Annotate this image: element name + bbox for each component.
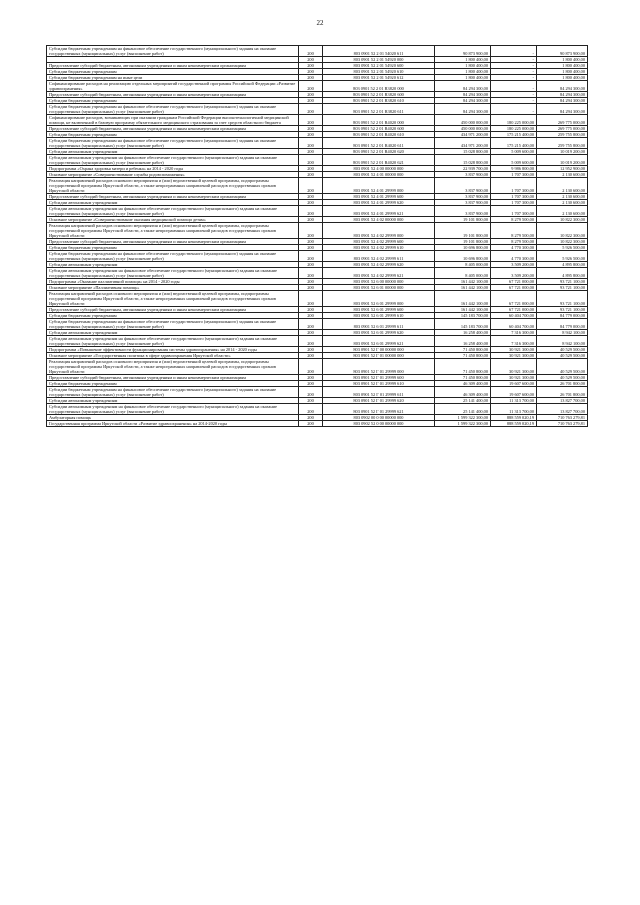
- unexecuted-amount-cell: 10 822 300,00: [537, 239, 588, 245]
- approved-amount-cell: 3 837 900,00: [435, 178, 491, 194]
- line-code-cell: 200: [299, 63, 323, 69]
- executed-amount-cell: 30 921 300,00: [491, 347, 537, 353]
- executed-amount-cell: 67 721 000,00: [491, 291, 537, 307]
- line-code-cell: 200: [299, 98, 323, 104]
- line-code-cell: 200: [299, 291, 323, 307]
- unexecuted-amount-cell: 710 763 279,81: [537, 421, 588, 427]
- line-code-cell: 200: [299, 57, 323, 63]
- approved-amount-cell: 84 294 300,00: [435, 81, 491, 92]
- budget-classification-code-cell: 803 0901 52 6 01 29999 621: [323, 336, 435, 347]
- budget-classification-code-cell: 803 0901 52 2 01 R3820 600: [323, 92, 435, 98]
- executed-amount-cell: 11 313 700,00: [491, 398, 537, 404]
- approved-amount-cell: 1 800 400,00: [435, 75, 491, 81]
- approved-amount-cell: 450 000 000,00: [435, 126, 491, 132]
- line-code-cell: 200: [299, 251, 323, 262]
- line-name-cell: Предоставление субсидий бюджетным, автономным учреждениям и иным некоммерческим организациям: [47, 92, 299, 98]
- line-name-cell: Реализация направлений расходов основного мероприятия и (или) ведомственной целевой программы, подпрограммы государственной программы Иркутской области, а также непрограммных направлений расходов государственных органов Иркутской области: [47, 178, 299, 194]
- budget-classification-code-cell: 803 0901 52 6 01 29999 000: [323, 291, 435, 307]
- line-code-cell: 200: [299, 421, 323, 427]
- unexecuted-amount-cell: 13 827 700,00: [537, 404, 588, 415]
- budget-classification-code-cell: 803 0901 52 2 01 R3820 611: [323, 104, 435, 115]
- executed-amount-cell: 30 921 300,00: [491, 375, 537, 381]
- line-code-cell: 200: [299, 194, 323, 200]
- table-body: [47, 46, 588, 427]
- unexecuted-amount-cell: 10 822 300,00: [537, 217, 588, 223]
- line-code-cell: 200: [299, 319, 323, 330]
- approved-amount-cell: 84 294 300,00: [435, 92, 491, 98]
- approved-amount-cell: 1 599 322 300,00: [435, 421, 491, 427]
- line-name-cell: Субсидии автономным учреждениям: [47, 200, 299, 206]
- approved-amount-cell: 1 800 400,00: [435, 57, 491, 63]
- budget-classification-code-cell: 803 0901 52 2 01 R4020 620: [323, 149, 435, 155]
- approved-amount-cell: 145 183 700,00: [435, 313, 491, 319]
- line-name-cell: Подпрограмма «Оказание паллиативной помощи» на 2014 - 2020 годы: [47, 279, 299, 285]
- line-code-cell: 200: [299, 149, 323, 155]
- line-code-cell: 200: [299, 200, 323, 206]
- executed-amount-cell: 175 215 400,00: [491, 132, 537, 138]
- table-row: [47, 155, 588, 166]
- unexecuted-amount-cell: 269 775 000,00: [537, 115, 588, 126]
- executed-amount-cell: -: [491, 69, 537, 75]
- executed-amount-cell: 5 009 600,00: [491, 155, 537, 166]
- approved-amount-cell: 71 450 800,00: [435, 347, 491, 353]
- budget-classification-code-cell: 803 0901 52 4 02 29999 600: [323, 239, 435, 245]
- approved-amount-cell: 19 101 800,00: [435, 239, 491, 245]
- executed-amount-cell: 3 509 200,00: [491, 262, 537, 268]
- line-code-cell: 200: [299, 115, 323, 126]
- unexecuted-amount-cell: 2 130 600,00: [537, 194, 588, 200]
- line-name-cell: Основное мероприятие «Совершенствование службы родовспоможения»: [47, 172, 299, 178]
- unexecuted-amount-cell: 1 800 400,00: [537, 63, 588, 69]
- executed-amount-cell: -: [491, 63, 537, 69]
- line-name-cell: Субсидии бюджетным учреждениям на финансовое обеспечение государственного (муниципального) задания на оказание государственных (муниципальных) услуг (выполнение работ): [47, 319, 299, 330]
- approved-amount-cell: 25 141 400,00: [435, 404, 491, 415]
- executed-amount-cell: 67 721 000,00: [491, 279, 537, 285]
- executed-amount-cell: 8 279 500,00: [491, 223, 537, 239]
- line-name-cell: Подпрограмма «Повышение эффективности функционирования системы здравоохранения» на 2014 - 2020 годы: [47, 347, 299, 353]
- table-row: [47, 359, 588, 375]
- line-name-cell: Софинансирование расходов, возникающих при оказании гражданам Российской Федерации высокотехнологичной медицинской помощи, не включенной в базовую программу обязательного медицинского страхования за счет средств областного бюджета: [47, 115, 299, 126]
- approved-amount-cell: 84 294 300,00: [435, 104, 491, 115]
- budget-classification-code-cell: 803 0901 52 Г 01 29999 620: [323, 398, 435, 404]
- budget-classification-code-cell: 803 0901 52 6 01 00000 000: [323, 285, 435, 291]
- budget-classification-code-cell: 803 0901 52 Г 01 29999 000: [323, 359, 435, 375]
- budget-classification-code-cell: 803 0901 52 4 01 29999 620: [323, 200, 435, 206]
- approved-amount-cell: 145 183 700,00: [435, 319, 491, 330]
- table-row: [47, 115, 588, 126]
- line-code-cell: 200: [299, 381, 323, 387]
- line-code-cell: 200: [299, 166, 323, 172]
- line-name-cell: Предоставление субсидий бюджетным, автономным учреждениям и иным некоммерческим организациям: [47, 375, 299, 381]
- line-name-cell: Субсидии бюджетным учреждениям: [47, 132, 299, 138]
- line-code-cell: 200: [299, 155, 323, 166]
- line-code-cell: 200: [299, 404, 323, 415]
- approved-amount-cell: 16 258 400,00: [435, 330, 491, 336]
- executed-amount-cell: 1 707 300,00: [491, 172, 537, 178]
- page-number: 22: [316, 19, 324, 27]
- budget-classification-code-cell: 803 0902 52 0 00 00000 000: [323, 421, 435, 427]
- line-name-cell: Основное мероприятие «Совершенствование оказания медицинской помощи детям»: [47, 217, 299, 223]
- budget-classification-code-cell: 803 0901 52 2 01 R4020 000: [323, 115, 435, 126]
- budget-classification-code-cell: 803 0901 52 4 02 29999 620: [323, 262, 435, 268]
- unexecuted-amount-cell: 12 952 900,00: [537, 166, 588, 172]
- line-code-cell: 200: [299, 172, 323, 178]
- line-name-cell: Амбулаторная помощь: [47, 415, 299, 421]
- executed-amount-cell: 30 921 300,00: [491, 359, 537, 375]
- line-code-cell: 200: [299, 126, 323, 132]
- table-row: [47, 178, 588, 194]
- executed-amount-cell: -: [491, 98, 537, 104]
- table-row: [47, 138, 588, 149]
- line-name-cell: Государственная программа Иркутской области «Развитие здравоохранения» на 2014-2020 годы: [47, 421, 299, 427]
- line-name-cell: Субсидии автономным учреждениям: [47, 149, 299, 155]
- budget-classification-code-cell: 803 0901 52 6 01 29999 611: [323, 319, 435, 330]
- executed-amount-cell: -: [491, 104, 537, 115]
- line-name-cell: Субсидии бюджетным учреждениям на финансовое обеспечение государственного (муниципального) задания на оказание государственных (муниципальных) услуг (выполнение работ): [47, 251, 299, 262]
- table-row: [47, 251, 588, 262]
- table-row: [47, 336, 588, 347]
- table-row: [47, 291, 588, 307]
- line-code-cell: 200: [299, 262, 323, 268]
- unexecuted-amount-cell: 2 130 600,00: [537, 206, 588, 217]
- table-row: [47, 223, 588, 239]
- approved-amount-cell: 161 442 100,00: [435, 291, 491, 307]
- line-name-cell: Субсидии бюджетным учреждениям на финансовое обеспечение государственного (муниципального) задания на оказание государственных (муниципальных) услуг (выполнение работ): [47, 104, 299, 115]
- budget-classification-code-cell: 803 0901 52 Г 01 29999 610: [323, 381, 435, 387]
- budget-classification-code-cell: 803 0901 52 2 01 54020 611: [323, 46, 435, 57]
- unexecuted-amount-cell: 1 800 400,00: [537, 75, 588, 81]
- executed-amount-cell: 175 215 400,00: [491, 138, 537, 149]
- budget-classification-code-cell: 803 0901 52 2 01 54920 000: [323, 57, 435, 63]
- approved-amount-cell: 161 442 100,00: [435, 307, 491, 313]
- line-code-cell: 200: [299, 92, 323, 98]
- budget-classification-code-cell: 803 0901 52 4 01 29999 600: [323, 194, 435, 200]
- unexecuted-amount-cell: 26 701 800,00: [537, 387, 588, 398]
- executed-amount-cell: 60 404 700,00: [491, 313, 537, 319]
- line-name-cell: Субсидии бюджетным учреждениям на иные цели: [47, 75, 299, 81]
- budget-execution-table: [46, 45, 588, 427]
- approved-amount-cell: 3 837 900,00: [435, 172, 491, 178]
- line-code-cell: 200: [299, 330, 323, 336]
- approved-amount-cell: 19 101 800,00: [435, 217, 491, 223]
- line-code-cell: 200: [299, 239, 323, 245]
- unexecuted-amount-cell: 2 130 600,00: [537, 200, 588, 206]
- unexecuted-amount-cell: 8 942 100,00: [537, 336, 588, 347]
- line-code-cell: 200: [299, 223, 323, 239]
- executed-amount-cell: 60 404 700,00: [491, 319, 537, 330]
- budget-classification-code-cell: 803 0901 52 4 02 29999 611: [323, 251, 435, 262]
- unexecuted-amount-cell: 26 701 800,00: [537, 381, 588, 387]
- executed-amount-cell: 8 279 500,00: [491, 217, 537, 223]
- unexecuted-amount-cell: 269 775 000,00: [537, 126, 588, 132]
- unexecuted-amount-cell: 2 130 600,00: [537, 178, 588, 194]
- line-code-cell: 200: [299, 138, 323, 149]
- unexecuted-amount-cell: 84 294 300,00: [537, 104, 588, 115]
- executed-amount-cell: 5 009 600,00: [491, 149, 537, 155]
- budget-classification-code-cell: 803 0901 52 4 02 29999 610: [323, 245, 435, 251]
- approved-amount-cell: 3 837 900,00: [435, 200, 491, 206]
- approved-amount-cell: 71 450 800,00: [435, 353, 491, 359]
- line-name-cell: Предоставление субсидий бюджетным, автономным учреждениям и иным некоммерческим организациям: [47, 194, 299, 200]
- budget-classification-code-cell: 803 0901 52 4 01 29999 000: [323, 178, 435, 194]
- executed-amount-cell: 67 721 000,00: [491, 307, 537, 313]
- executed-amount-cell: 1 707 300,00: [491, 178, 537, 194]
- line-name-cell: Предоставление субсидий бюджетным, автономным учреждениям и иным некоммерческим организациям: [47, 63, 299, 69]
- approved-amount-cell: 8 405 000,00: [435, 262, 491, 268]
- executed-amount-cell: 11 313 700,00: [491, 404, 537, 415]
- unexecuted-amount-cell: 8 942 100,00: [537, 330, 588, 336]
- budget-classification-code-cell: 803 0901 52 2 01 R3820 000: [323, 81, 435, 92]
- line-code-cell: 200: [299, 336, 323, 347]
- line-name-cell: Субсидии бюджетным учреждениям: [47, 381, 299, 387]
- line-code-cell: 200: [299, 347, 323, 353]
- approved-amount-cell: 3 837 900,00: [435, 206, 491, 217]
- approved-amount-cell: 71 450 800,00: [435, 359, 491, 375]
- unexecuted-amount-cell: 90 873 900,00: [537, 46, 588, 57]
- unexecuted-amount-cell: 84 779 000,00: [537, 313, 588, 319]
- unexecuted-amount-cell: 84 779 000,00: [537, 319, 588, 330]
- line-code-cell: 200: [299, 132, 323, 138]
- line-name-cell: Реализация направлений расходов основного мероприятия и (или) ведомственной целевой программы, подпрограммы государственной программы Иркутской области, а также непрограммных направлений расходов государственных органов Иркутской области: [47, 359, 299, 375]
- unexecuted-amount-cell: 93 721 100,00: [537, 285, 588, 291]
- line-name-cell: Субсидии автономным учреждениям на финансовое обеспечение государственного (муниципального) задания на оказание государственных (муниципальных) услуг (выполнение работ): [47, 206, 299, 217]
- line-code-cell: 200: [299, 245, 323, 251]
- unexecuted-amount-cell: 84 294 300,00: [537, 81, 588, 92]
- unexecuted-amount-cell: 40 529 500,00: [537, 359, 588, 375]
- approved-amount-cell: 22 939 700,00: [435, 166, 491, 172]
- approved-amount-cell: 10 696 800,00: [435, 245, 491, 251]
- budget-classification-code-cell: 803 0901 52 2 01 54920 612: [323, 75, 435, 81]
- budget-classification-code-cell: 803 0901 52 4 02 29999 000: [323, 223, 435, 239]
- line-code-cell: 200: [299, 268, 323, 279]
- executed-amount-cell: 4 770 300,00: [491, 251, 537, 262]
- budget-classification-code-cell: 803 0901 52 Г 01 00000 000: [323, 353, 435, 359]
- executed-amount-cell: 19 607 600,00: [491, 387, 537, 398]
- budget-classification-code-cell: 803 0901 52 Г 01 29999 611: [323, 387, 435, 398]
- budget-classification-code-cell: 803 0901 52 4 02 29999 621: [323, 268, 435, 279]
- line-code-cell: 200: [299, 69, 323, 75]
- line-code-cell: 200: [299, 375, 323, 381]
- budget-classification-code-cell: 803 0901 52 6 01 29999 610: [323, 313, 435, 319]
- line-code-cell: 200: [299, 206, 323, 217]
- approved-amount-cell: 450 000 000,00: [435, 115, 491, 126]
- line-code-cell: 200: [299, 75, 323, 81]
- executed-amount-cell: 8 279 500,00: [491, 239, 537, 245]
- executed-amount-cell: -: [491, 92, 537, 98]
- approved-amount-cell: 25 141 400,00: [435, 398, 491, 404]
- table-row: [47, 81, 588, 92]
- budget-classification-code-cell: 803 0901 52 6 01 29999 620: [323, 330, 435, 336]
- approved-amount-cell: 19 101 800,00: [435, 223, 491, 239]
- line-name-cell: Подпрограмма «Охрана здоровья матери и ребенка» на 2014 - 2020 годы: [47, 166, 299, 172]
- unexecuted-amount-cell: 259 755 800,00: [537, 138, 588, 149]
- budget-classification-code-cell: 803 0901 52 4 00 00000 000: [323, 166, 435, 172]
- line-name-cell: Субсидии автономным учреждениям: [47, 330, 299, 336]
- line-name-cell: Субсидии автономным учреждениям на финансовое обеспечение государственного (муниципального) задания на оказание государственных (муниципальных) услуг (выполнение работ): [47, 336, 299, 347]
- budget-classification-code-cell: 803 0901 52 Г 01 29999 600: [323, 375, 435, 381]
- approved-amount-cell: 161 442 100,00: [435, 285, 491, 291]
- unexecuted-amount-cell: 84 294 300,00: [537, 98, 588, 104]
- executed-amount-cell: 67 721 000,00: [491, 285, 537, 291]
- line-code-cell: 200: [299, 313, 323, 319]
- line-code-cell: 200: [299, 387, 323, 398]
- unexecuted-amount-cell: 40 529 500,00: [537, 375, 588, 381]
- approved-amount-cell: 15 028 800,00: [435, 149, 491, 155]
- unexecuted-amount-cell: 10 019 200,00: [537, 149, 588, 155]
- unexecuted-amount-cell: 1 800 400,00: [537, 57, 588, 63]
- executed-amount-cell: 30 921 300,00: [491, 353, 537, 359]
- budget-classification-code-cell: 803 0901 52 Г 01 29999 621: [323, 404, 435, 415]
- line-code-cell: 200: [299, 104, 323, 115]
- line-name-cell: Реализация направлений расходов основного мероприятия и (или) ведомственной целевой программы, подпрограммы государственной программы Иркутской области, а также непрограммных направлений расходов государственных органов Иркутской области: [47, 291, 299, 307]
- unexecuted-amount-cell: 1 800 400,00: [537, 69, 588, 75]
- executed-amount-cell: 19 607 600,00: [491, 381, 537, 387]
- executed-amount-cell: 1 707 300,00: [491, 194, 537, 200]
- executed-amount-cell: 7 316 300,00: [491, 330, 537, 336]
- line-name-cell: Субсидии автономным учреждениям на финансовое обеспечение государственного (муниципального) задания на оказание государственных (муниципальных) услуг (выполнение работ): [47, 155, 299, 166]
- line-code-cell: 200: [299, 307, 323, 313]
- budget-classification-code-cell: 803 0901 52 2 01 R4020 600: [323, 126, 435, 132]
- line-code-cell: 200: [299, 415, 323, 421]
- line-name-cell: Субсидии бюджетным учреждениям: [47, 98, 299, 104]
- executed-amount-cell: 888 559 020,19: [491, 415, 537, 421]
- table-row: [47, 206, 588, 217]
- unexecuted-amount-cell: 40 529 500,00: [537, 353, 588, 359]
- budget-classification-code-cell: 803 0901 52 2 01 54920 610: [323, 69, 435, 75]
- line-name-cell: Субсидии бюджетным учреждениям на финансовое обеспечение государственного (муниципального) задания на оказание государственных (муниципальных) услуг (выполнение работ): [47, 46, 299, 57]
- unexecuted-amount-cell: 4 895 800,00: [537, 268, 588, 279]
- budget-classification-code-cell: 803 0901 52 6 01 29999 600: [323, 307, 435, 313]
- line-name-cell: Субсидии автономным учреждениям: [47, 262, 299, 268]
- executed-amount-cell: 888 559 020,19: [491, 421, 537, 427]
- approved-amount-cell: 1 800 400,00: [435, 63, 491, 69]
- line-name-cell: Предоставление субсидий бюджетным, автономным учреждениям и иным некоммерческим организациям: [47, 307, 299, 313]
- table-row: [47, 421, 588, 427]
- line-name-cell: Субсидии автономным учреждениям на финансовое обеспечение государственного (муниципального) задания на оказание государственных (муниципальных) услуг (выполнение работ): [47, 268, 299, 279]
- unexecuted-amount-cell: 710 763 279,81: [537, 415, 588, 421]
- line-code-cell: 200: [299, 359, 323, 375]
- budget-classification-code-cell: 803 0901 52 4 02 00000 000: [323, 217, 435, 223]
- unexecuted-amount-cell: 10 822 300,00: [537, 223, 588, 239]
- unexecuted-amount-cell: 4 895 800,00: [537, 262, 588, 268]
- line-code-cell: 200: [299, 178, 323, 194]
- approved-amount-cell: 10 696 800,00: [435, 251, 491, 262]
- approved-amount-cell: 8 405 000,00: [435, 268, 491, 279]
- budget-classification-code-cell: 803 0901 52 Г 00 00000 000: [323, 347, 435, 353]
- approved-amount-cell: 15 028 800,00: [435, 155, 491, 166]
- unexecuted-amount-cell: 5 926 500,00: [537, 245, 588, 251]
- executed-amount-cell: 3 509 200,00: [491, 268, 537, 279]
- line-name-cell: Основное мероприятие «Государственная политика в сфере здравоохранения Иркутской области»: [47, 353, 299, 359]
- line-name-cell: Субсидии бюджетным учреждениям: [47, 313, 299, 319]
- line-name-cell: Предоставление субсидий бюджетным, автономным учреждениям и иным некоммерческим организациям: [47, 239, 299, 245]
- executed-amount-cell: 180 225 000,00: [491, 115, 537, 126]
- table-row: [47, 387, 588, 398]
- line-name-cell: Основное мероприятие «Паллиативная помощь»: [47, 285, 299, 291]
- budget-classification-code-cell: 803 0901 52 2 01 R4020 621: [323, 155, 435, 166]
- line-name-cell: Предоставление субсидий бюджетным, автономным учреждениям и иным некоммерческим организациям: [47, 126, 299, 132]
- table-row: [47, 404, 588, 415]
- line-name-cell: Субсидии бюджетным учреждениям: [47, 69, 299, 75]
- budget-classification-code-cell: 803 0901 52 4 01 00000 000: [323, 172, 435, 178]
- line-name-cell: Субсидии бюджетным учреждениям: [47, 245, 299, 251]
- executed-amount-cell: 1 707 300,00: [491, 206, 537, 217]
- budget-classification-code-cell: 803 0901 52 2 01 54920 600: [323, 63, 435, 69]
- budget-classification-code-cell: 803 0901 52 4 01 29999 621: [323, 206, 435, 217]
- executed-amount-cell: 180 225 000,00: [491, 126, 537, 132]
- approved-amount-cell: 161 442 100,00: [435, 279, 491, 285]
- unexecuted-amount-cell: 10 019 200,00: [537, 155, 588, 166]
- approved-amount-cell: 84 294 300,00: [435, 98, 491, 104]
- approved-amount-cell: 434 971 200,00: [435, 138, 491, 149]
- line-name-cell: Реализация направлений расходов основного мероприятия и (или) ведомственной целевой программы, подпрограммы государственной программы Иркутской области, а также непрограммных направлений расходов государственных органов Иркутской области: [47, 223, 299, 239]
- approved-amount-cell: 16 258 400,00: [435, 336, 491, 347]
- budget-classification-code-cell: 803 0901 52 6 00 00000 000: [323, 279, 435, 285]
- budget-classification-code-cell: 803 0901 52 2 01 R4020 611: [323, 138, 435, 149]
- executed-amount-cell: -: [491, 46, 537, 57]
- unexecuted-amount-cell: 13 827 700,00: [537, 398, 588, 404]
- unexecuted-amount-cell: 40 529 500,00: [537, 347, 588, 353]
- executed-amount-cell: 1 707 300,00: [491, 200, 537, 206]
- executed-amount-cell: 4 770 300,00: [491, 245, 537, 251]
- unexecuted-amount-cell: 93 721 100,00: [537, 279, 588, 285]
- line-code-cell: 200: [299, 353, 323, 359]
- table-row: [47, 268, 588, 279]
- budget-classification-code-cell: 803 0902 00 0 00 00000 000: [323, 415, 435, 421]
- unexecuted-amount-cell: 93 721 100,00: [537, 291, 588, 307]
- line-code-cell: 200: [299, 217, 323, 223]
- line-name-cell: Софинансирование расходов на реализацию отдельных мероприятий государственной программы Российской Федерации «Развитие здравоохранения»: [47, 81, 299, 92]
- approved-amount-cell: 1 599 322 300,00: [435, 415, 491, 421]
- executed-amount-cell: 7 316 300,00: [491, 336, 537, 347]
- executed-amount-cell: -: [491, 57, 537, 63]
- table-row: [47, 46, 588, 57]
- executed-amount-cell: 9 986 800,00: [491, 166, 537, 172]
- approved-amount-cell: 46 309 400,00: [435, 387, 491, 398]
- unexecuted-amount-cell: 84 294 300,00: [537, 92, 588, 98]
- unexecuted-amount-cell: 259 755 800,00: [537, 132, 588, 138]
- approved-amount-cell: 434 971 200,00: [435, 132, 491, 138]
- table-row: [47, 319, 588, 330]
- unexecuted-amount-cell: 2 130 600,00: [537, 172, 588, 178]
- line-code-cell: 200: [299, 279, 323, 285]
- line-code-cell: 200: [299, 46, 323, 57]
- approved-amount-cell: 90 873 900,00: [435, 46, 491, 57]
- approved-amount-cell: 46 309 400,00: [435, 381, 491, 387]
- table-row: [47, 104, 588, 115]
- line-name-cell: Субсидии автономным учреждениям на финансовое обеспечение государственного (муниципального) задания на оказание государственных (муниципальных) услуг (выполнение работ): [47, 404, 299, 415]
- line-name-cell: Субсидии автономным учреждениям: [47, 398, 299, 404]
- approved-amount-cell: 3 837 900,00: [435, 194, 491, 200]
- unexecuted-amount-cell: 5 926 500,00: [537, 251, 588, 262]
- line-code-cell: 200: [299, 285, 323, 291]
- budget-classification-code-cell: 803 0901 52 2 01 R4020 610: [323, 132, 435, 138]
- line-name-cell: Субсидии бюджетным учреждениям на финансовое обеспечение государственного (муниципального) задания на оказание государственных (муниципальных) услуг (выполнение работ): [47, 138, 299, 149]
- approved-amount-cell: 1 800 400,00: [435, 69, 491, 75]
- executed-amount-cell: -: [491, 75, 537, 81]
- budget-classification-code-cell: 803 0901 52 2 01 R3820 610: [323, 98, 435, 104]
- approved-amount-cell: 71 450 800,00: [435, 375, 491, 381]
- line-code-cell: 200: [299, 81, 323, 92]
- unexecuted-amount-cell: 93 721 100,00: [537, 307, 588, 313]
- line-name-cell: Субсидии бюджетным учреждениям на финансовое обеспечение государственного (муниципального) задания на оказание государственных (муниципальных) услуг (выполнение работ): [47, 387, 299, 398]
- executed-amount-cell: -: [491, 81, 537, 92]
- line-code-cell: 200: [299, 398, 323, 404]
